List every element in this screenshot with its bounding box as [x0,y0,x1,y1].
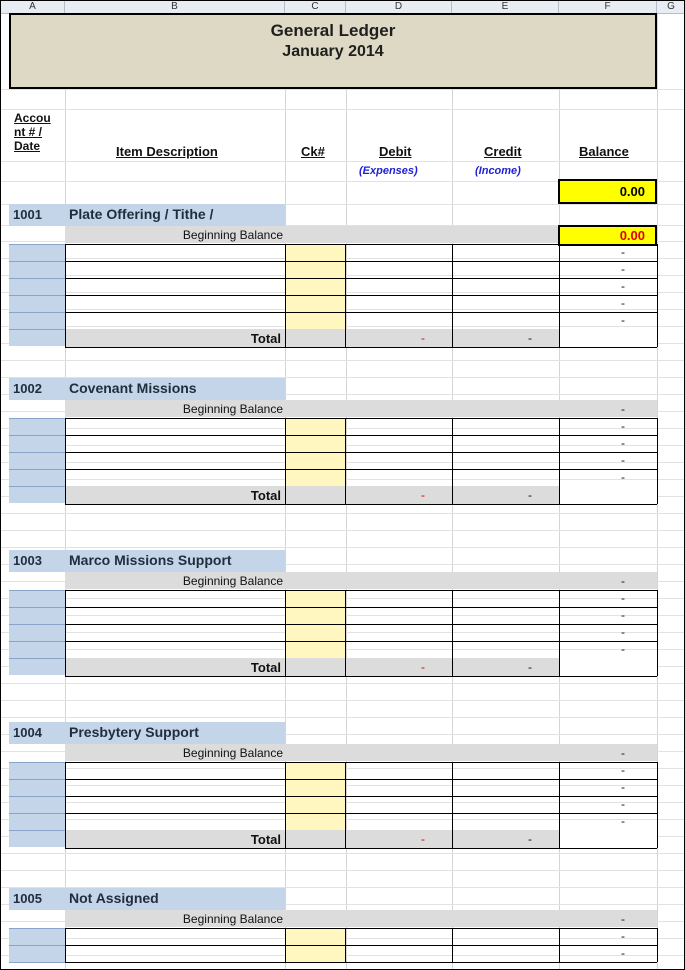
total-credit-value[interactable]: - [528,488,532,502]
row-balance-value[interactable]: - [621,262,625,276]
row-balance-value[interactable]: - [621,296,625,310]
total-credit-value[interactable]: - [528,331,532,345]
account-number[interactable]: 1003 [13,553,42,568]
row-balance-value[interactable]: - [621,453,625,467]
date-column-cells[interactable] [9,418,65,503]
account-number[interactable]: 1002 [13,381,42,396]
row-balance-value[interactable]: - [621,929,625,943]
account-name[interactable]: Marco Missions Support [69,552,232,568]
row-balance-value[interactable]: - [621,625,625,639]
header-credit: Credit [484,144,522,159]
beginning-balance-label: Beginning Balance [182,746,283,760]
total-debit-value[interactable]: - [421,331,425,345]
column-header-e[interactable]: E [452,1,559,14]
row-balance-value[interactable]: - [621,642,625,656]
row-balance-value[interactable]: - [621,279,625,293]
beginning-balance-label: Beginning Balance [182,228,283,242]
row-balance-value[interactable]: - [621,946,625,960]
check-number-cells[interactable] [285,244,345,329]
total-balance-cell[interactable] [559,830,657,848]
column-header-c[interactable]: C [285,1,346,14]
row-balance-value[interactable]: - [621,814,625,828]
row-balance-value[interactable]: - [621,797,625,811]
row-balance-value[interactable]: - [621,591,625,605]
beginning-balance-value[interactable]: - [621,574,625,588]
total-debit-value[interactable]: - [421,488,425,502]
beginning-balance-label: Beginning Balance [182,912,283,926]
beginning-balance-value[interactable]: - [621,912,625,926]
account-name[interactable]: Presbytery Support [69,724,199,740]
row-balance-value[interactable]: - [621,470,625,484]
ledger-title-box [9,13,657,89]
account-name[interactable]: Covenant Missions [69,380,197,396]
header-item-description: Item Description [116,144,218,159]
total-balance-cell[interactable] [559,486,657,504]
row-balance-value[interactable]: - [621,313,625,327]
column-header-a[interactable]: A [1,1,65,14]
account-name[interactable]: Not Assigned [69,890,159,906]
row-balance-value[interactable]: - [621,436,625,450]
column-header-f[interactable]: F [559,1,657,14]
account-number[interactable]: 1001 [13,207,42,222]
date-column-cells[interactable] [9,590,65,675]
beginning-balance-value[interactable]: 0.00 [558,225,657,246]
beginning-balance-value[interactable]: - [621,746,625,760]
date-column-cells[interactable] [9,762,65,847]
beginning-balance-label: Beginning Balance [182,574,283,588]
header-balance: Balance [579,144,629,159]
account-name[interactable]: Plate Offering / Tithe / [69,206,214,222]
total-balance-cell[interactable]: 0.00 [558,179,657,204]
total-debit-value[interactable]: - [421,832,425,846]
beginning-balance-label: Beginning Balance [182,402,283,416]
header-debit-expenses: (Expenses) [359,165,418,177]
row-balance-value[interactable]: - [621,608,625,622]
header-check-number: Ck# [301,144,325,159]
row-balance-value[interactable]: - [621,419,625,433]
total-label: Total [250,331,281,346]
account-number[interactable]: 1005 [13,891,42,906]
ledger-title: General Ledger [270,21,396,40]
total-balance-cell[interactable] [559,658,657,676]
ledger-period: January 2014 [282,43,384,60]
column-header-d[interactable]: D [346,1,452,14]
total-label: Total [250,660,281,675]
total-debit-value[interactable]: - [421,660,425,674]
total-credit-value[interactable]: - [528,832,532,846]
header-credit-income: (Income) [475,165,521,177]
total-credit-value[interactable]: - [528,660,532,674]
row-balance-value[interactable]: - [621,763,625,777]
column-header-b[interactable]: B [65,1,285,14]
total-label: Total [250,488,281,503]
column-header-g[interactable]: G [657,1,685,14]
row-balance-value[interactable]: - [621,245,625,259]
header-account-date: Accou nt # / Date [14,111,51,153]
row-balance-value[interactable]: - [621,780,625,794]
account-number[interactable]: 1004 [13,725,42,740]
beginning-balance-value[interactable]: - [621,402,625,416]
total-balance-cell[interactable] [559,329,657,347]
total-label: Total [250,832,281,847]
header-debit: Debit [379,144,412,159]
